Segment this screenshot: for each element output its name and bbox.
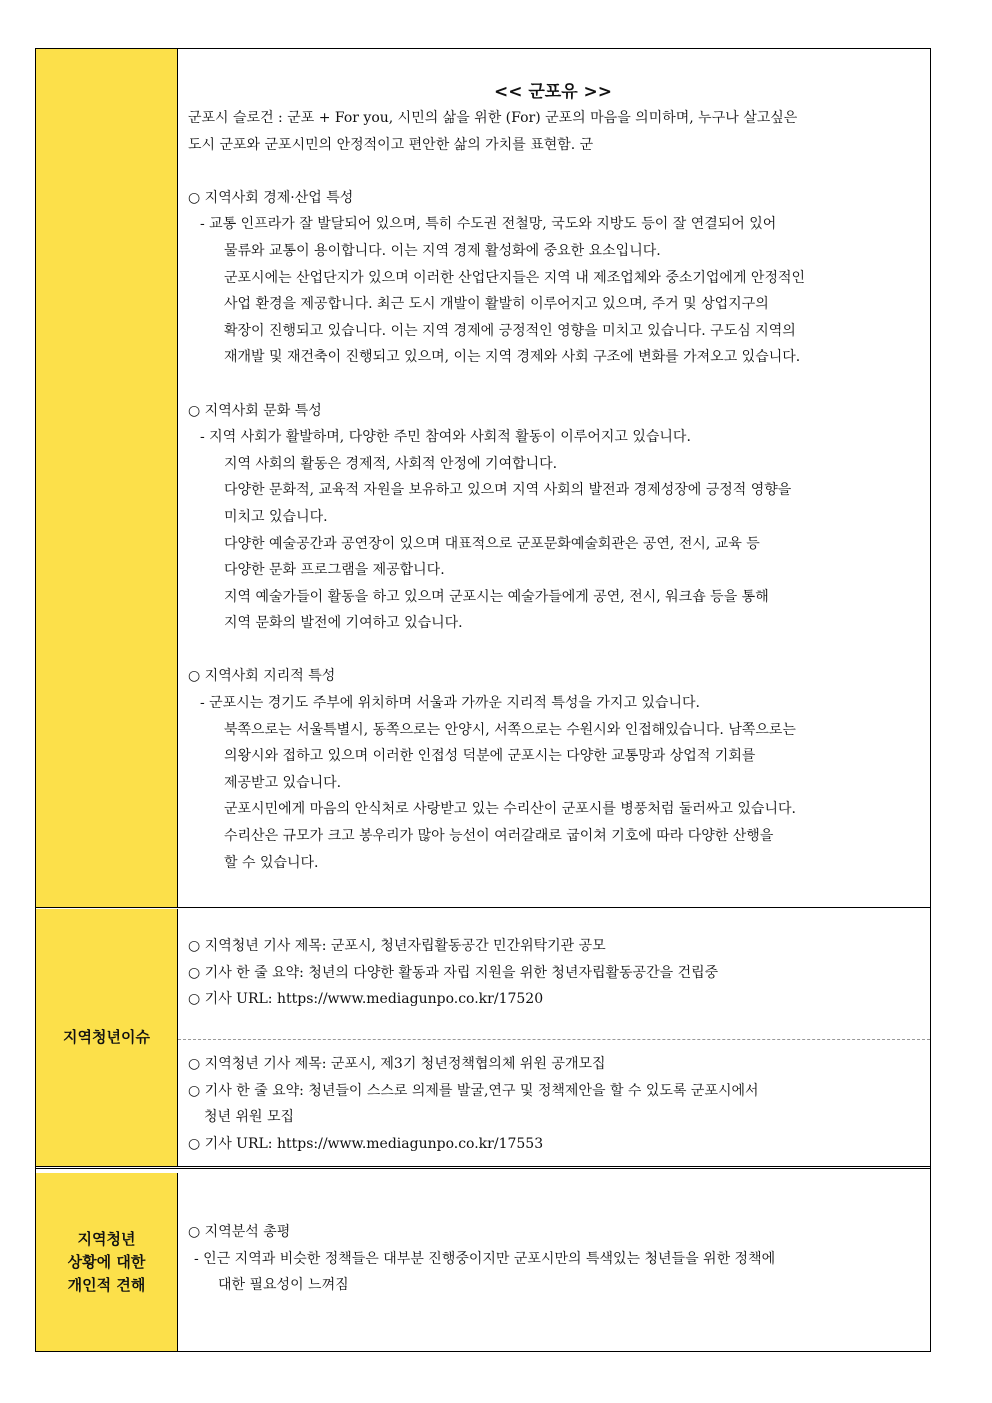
article-2-url[interactable]: ○ 기사 URL: https://www.mediagunpo.co.kr/17553 bbox=[188, 1135, 544, 1152]
culture-first-line: - 지역 사회가 활발하며, 다양한 주민 참여와 사회적 활동이 이루어지고 있습니다. bbox=[200, 429, 691, 446]
article-1 bbox=[188, 933, 918, 1013]
economy-line: 사업 환경을 제공합니다. 최근 도시 개발이 활발히 이루어지고 있으며, 주거 및 상업지구의 bbox=[224, 296, 769, 313]
geography-first-line: - 군포시는 경기도 주부에 위치하며 서울과 가까운 지리적 특성을 가지고 있습니다. bbox=[200, 695, 700, 712]
geography-line: 수리산은 규모가 크고 봉우리가 많아 능선이 여러갈래로 굽이쳐 기호에 따라 다양한 산행을 bbox=[224, 828, 774, 845]
culture-line: 다양한 문화 프로그램을 제공합니다. bbox=[224, 562, 445, 579]
article-divider bbox=[178, 1039, 930, 1040]
article-2-summary: ○ 기사 한 줄 요약: 청년들이 스스로 의제를 발굴,연구 및 정책제안을 할 수 있도록 군포시에서 bbox=[188, 1082, 759, 1099]
economy-heading: ○ 지역사회 경제·산업 특성 bbox=[188, 189, 354, 206]
culture-line: 다양한 예술공간과 공연장이 있으며 대표적으로 군포문화예술회관은 공연, 전시, 교육 등 bbox=[224, 535, 760, 552]
section-title: << 군포유 >> bbox=[493, 82, 613, 102]
article-1-title: ○ 지역청년 기사 제목: 군포시, 청년자립활동공간 민간위탁기관 공모 bbox=[188, 938, 606, 954]
summary-cont-line: 대한 필요성이 느껴짐 bbox=[218, 1277, 349, 1294]
region-overview-label-cell bbox=[36, 49, 178, 907]
region-overview-content bbox=[188, 79, 918, 876]
personal-view-label-line: 개인적 견해 bbox=[67, 1275, 146, 1294]
culture-line: 지역 예술가들이 활동을 하고 있으며 군포시는 예술가들에게 공연, 전시, 워크숍 등을 통해 bbox=[224, 588, 769, 605]
document-table bbox=[35, 48, 931, 1352]
article-2 bbox=[188, 1051, 918, 1157]
economy-line: 물류와 교통이 용이합니다. 이는 지역 경제 활성화에 중요한 요소입니다. bbox=[224, 242, 661, 259]
economy-line: 군포시에는 산업단지가 있으며 이러한 산업단지들은 지역 내 제조업체와 중소기업에게 안정적인 bbox=[224, 269, 806, 286]
culture-line: 지역 문화의 발전에 기여하고 있습니다. bbox=[224, 615, 463, 632]
culture-line: 미치고 있습니다. bbox=[224, 508, 328, 525]
personal-view-content bbox=[188, 1219, 918, 1299]
culture-line: 다양한 문화적, 교육적 자원을 보유하고 있으며 지역 사회의 발전과 경제성장에 긍정적 영향을 bbox=[224, 482, 792, 499]
slogan-line: 도시 군포와 군포시민의 안정적이고 편안한 삶의 가치를 표현함. 군 bbox=[188, 136, 594, 153]
region-overview-row bbox=[36, 49, 930, 908]
geography-line: 할 수 있습니다. bbox=[224, 854, 319, 871]
geography-line: 의왕시와 접하고 있으며 이러한 인접성 덕분에 군포시는 다양한 교통망과 상업적 기회를 bbox=[224, 748, 756, 765]
slogan-line: 군포시 슬로건 : 군포 + For you, 시민의 삶을 위한 (For) 군포의 마음을 의미하며, 누구나 살고싶은 bbox=[188, 110, 798, 126]
youth-issue-row bbox=[36, 909, 930, 1169]
geography-line: 제공받고 있습니다. bbox=[224, 774, 342, 791]
personal-view-label bbox=[68, 1228, 146, 1297]
geography-line: 북쪽으로는 서울특별시, 동쪽으로는 안양시, 서쪽으로는 수원시와 인접해있습니다. 남쪽으로는 bbox=[224, 721, 796, 738]
article-2-title: ○ 지역청년 기사 제목: 군포시, 제3기 청년정책협의체 위원 공개모집 bbox=[188, 1056, 606, 1072]
article-1-url[interactable]: ○ 기사 URL: https://www.mediagunpo.co.kr/17520 bbox=[188, 991, 544, 1008]
article-2-summary-cont: 청년 위원 모집 bbox=[204, 1109, 295, 1126]
article-1-summary: ○ 기사 한 줄 요약: 청년의 다양한 활동과 자립 지원을 위한 청년자립활동공간을 건립중 bbox=[188, 964, 719, 981]
personal-view-label-cell bbox=[36, 1173, 178, 1351]
geography-line: 군포시민에게 마음의 안식처로 사랑받고 있는 수리산이 군포시를 병풍처럼 둘러싸고 있습니다. bbox=[224, 801, 796, 818]
youth-issue-content-cell bbox=[178, 909, 930, 1166]
youth-issue-label-cell bbox=[36, 909, 178, 1166]
summary-heading: ○ 지역분석 총평 bbox=[188, 1224, 291, 1240]
culture-line: 지역 사회의 활동은 경제적, 사회적 안정에 기여합니다. bbox=[224, 455, 558, 472]
culture-heading: ○ 지역사회 문화 특성 bbox=[188, 402, 322, 419]
economy-line: 확장이 진행되고 있습니다. 이는 지역 경제에 긍정적인 영향을 미치고 있습니다. 구도심 지역의 bbox=[224, 322, 796, 339]
youth-issue-label: 지역청년이슈 bbox=[63, 1028, 150, 1046]
summary-first-line: - 인근 지역과 비슷한 정책들은 대부분 진행중이지만 군포시만의 특색있는 청년들을 위한 정책에 bbox=[194, 1250, 776, 1267]
economy-line: 재개발 및 재건축이 진행되고 있으며, 이는 지역 경제와 사회 구조에 변화를 가져오고 있습니다. bbox=[224, 349, 801, 366]
personal-view-row bbox=[36, 1173, 930, 1351]
region-overview-content-cell bbox=[178, 49, 930, 907]
personal-view-label-line: 상황에 대한 bbox=[67, 1252, 146, 1271]
personal-view-label-line: 지역청년 bbox=[77, 1229, 136, 1248]
economy-first-line: - 교통 인프라가 잘 발달되어 있으며, 특히 수도권 전철망, 국도와 지방도 등이 잘 연결되어 있어 bbox=[200, 216, 777, 233]
geography-heading: ○ 지역사회 지리적 특성 bbox=[188, 668, 336, 685]
personal-view-content-cell bbox=[178, 1173, 930, 1351]
